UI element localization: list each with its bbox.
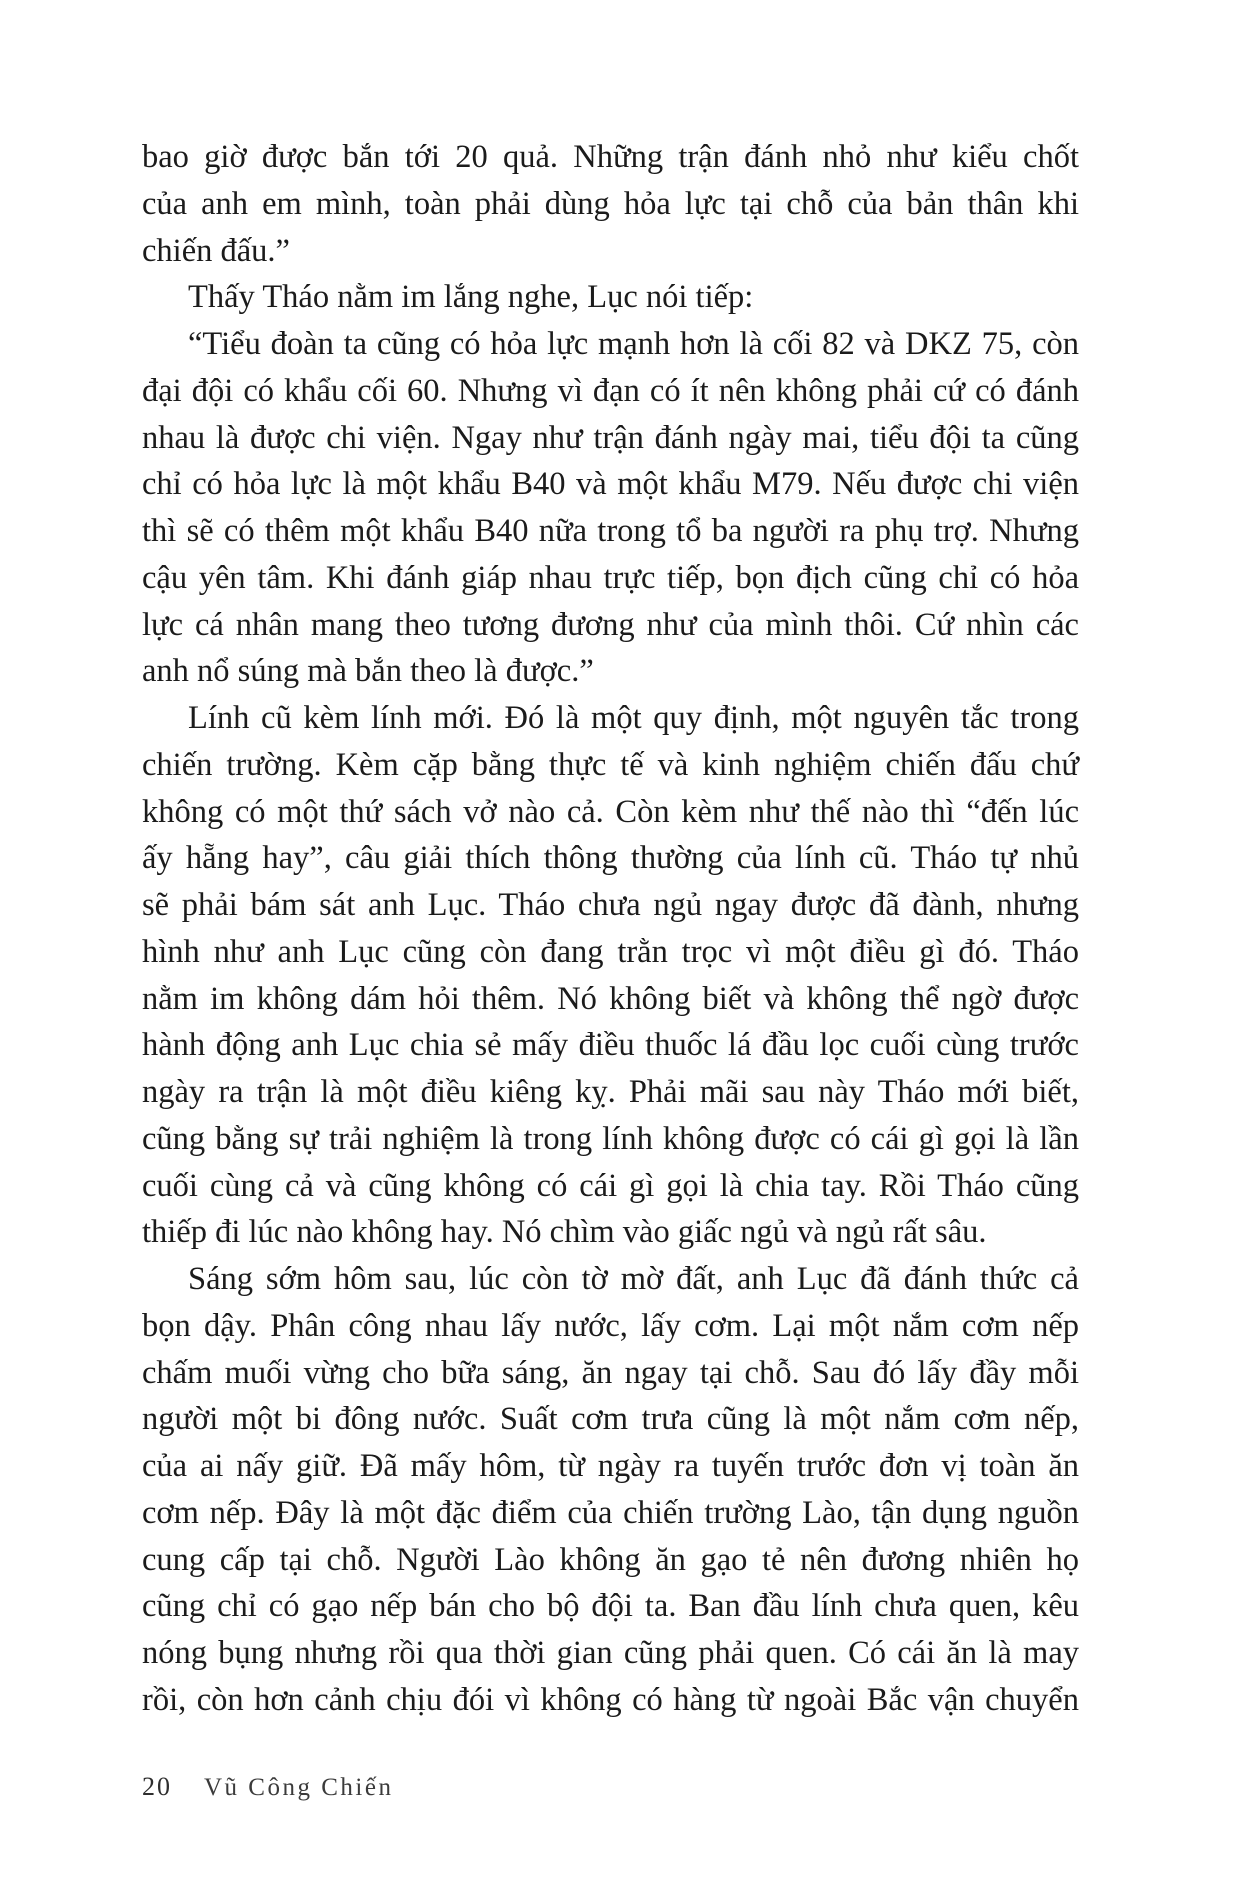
text-line: “Tiểu đoàn ta cũng có hỏa lực mạnh hơn là cối 82 và DKZ 75, còn — [188, 326, 1079, 362]
text-line: Lính cũ kèm lính mới. Đó là một quy định, một nguyên tắc trong — [188, 700, 1079, 736]
text-line: cung cấp tại chỗ. Người Lào không ăn gạo tẻ nên đương nhiên họ — [142, 1541, 1079, 1578]
text-line: thiếp đi lúc nào không hay. Nó chìm vào giấc ngủ và ngủ rất sâu. — [142, 1214, 987, 1251]
text-line: cũng bằng sự trải nghiệm là trong lính không được có cái gì gọi là lần — [142, 1120, 1079, 1157]
paragraph — [142, 695, 1079, 1256]
text-line: ngày ra trận là một điều kiêng kỵ. Phải mãi sau này Tháo mới biết, — [142, 1074, 1079, 1110]
text-line: cuối cùng cả và cũng không có cái gì gọi là chia tay. Rồi Tháo cũng — [142, 1167, 1079, 1204]
paragraph — [142, 1256, 1079, 1724]
text-line: của anh em mình, toàn phải dùng hỏa lực tại chỗ của bản thân khi — [142, 185, 1079, 222]
text-line: người một bi đông nước. Suất cơm trưa cũng là một nắm cơm nếp, — [142, 1401, 1079, 1438]
paragraph — [142, 321, 1079, 695]
text-line: đại đội có khẩu cối 60. Nhưng vì đạn có ít nên không phải cứ có đánh — [142, 372, 1079, 409]
text-line: của ai nấy giữ. Đã mấy hôm, từ ngày ra tuyến trước đơn vị toàn ăn — [142, 1448, 1079, 1484]
text-line: hành động anh Lục chia sẻ mấy điều thuốc lá đầu lọc cuối cùng trước — [142, 1027, 1079, 1064]
text-line: nằm im không dám hỏi thêm. Nó không biết và không thể ngờ được — [142, 980, 1079, 1017]
text-line: sẽ phải bám sát anh Lục. Tháo chưa ngủ ngay được đã đành, nhưng — [142, 887, 1079, 923]
running-title-author: Vũ Công Chiến — [204, 1774, 394, 1801]
text-line: cậu yên tâm. Khi đánh giáp nhau trực tiếp, bọn địch cũng chỉ có hỏa — [142, 559, 1079, 596]
paragraph — [142, 134, 1079, 274]
text-line: nhau là được chi viện. Ngay như trận đánh ngày mai, tiểu đội ta cũng — [142, 419, 1079, 456]
text-line: chỉ có hỏa lực là một khẩu B40 và một khẩu M79. Nếu được chi viện — [142, 466, 1079, 503]
text-line: cũng chỉ có gạo nếp bán cho bộ đội ta. Ban đầu lính chưa quen, kêu — [142, 1588, 1079, 1625]
text-line: thì sẽ có thêm một khẩu B40 nữa trong tổ ba người ra phụ trợ. Nhưng — [142, 513, 1079, 549]
text-block — [142, 134, 1079, 1724]
text-line: anh nổ súng mà bắn theo là được.” — [142, 653, 594, 690]
text-line: lực cá nhân mang theo tương đương như của mình thôi. Cứ nhìn các — [142, 606, 1079, 643]
text-line: cơm nếp. Đây là một đặc điểm của chiến trường Lào, tận dụng nguồn — [142, 1494, 1079, 1531]
text-line: bọn dậy. Phân công nhau lấy nước, lấy cơm. Lại một nắm cơm nếp — [142, 1307, 1079, 1344]
text-line: hình như anh Lục cũng còn đang trằn trọc vì một điều gì đó. Tháo — [142, 933, 1079, 970]
text-line: chiến trường. Kèm cặp bằng thực tế và kinh nghiệm chiến đấu chứ — [142, 746, 1079, 783]
page-footer — [142, 1772, 393, 1802]
text-line: Thấy Tháo nằm im lắng nghe, Lục nói tiếp: — [188, 279, 754, 316]
text-line: chiến đấu.” — [142, 232, 290, 269]
page-number: 20 — [142, 1772, 172, 1801]
text-line: rồi, còn hơn cảnh chịu đói vì không có hàng từ ngoài Bắc vận chuyển — [142, 1681, 1079, 1718]
text-line: không có một thứ sách vở nào cả. Còn kèm như thế nào thì “đến lúc — [142, 793, 1079, 830]
text-line: chấm muối vừng cho bữa sáng, ăn ngay tại chỗ. Sau đó lấy đầy mỗi — [142, 1354, 1079, 1391]
text-line: bao giờ được bắn tới 20 quả. Những trận đánh nhỏ như kiểu chốt — [142, 139, 1079, 175]
paragraph — [142, 274, 1079, 321]
text-line: ấy hẵng hay”, câu giải thích thông thường của lính cũ. Tháo tự nhủ — [142, 840, 1079, 877]
text-line: Sáng sớm hôm sau, lúc còn tờ mờ đất, anh Lục đã đánh thức cả — [188, 1261, 1079, 1297]
text-line: nóng bụng nhưng rồi qua thời gian cũng phải quen. Có cái ăn là may — [142, 1635, 1079, 1671]
